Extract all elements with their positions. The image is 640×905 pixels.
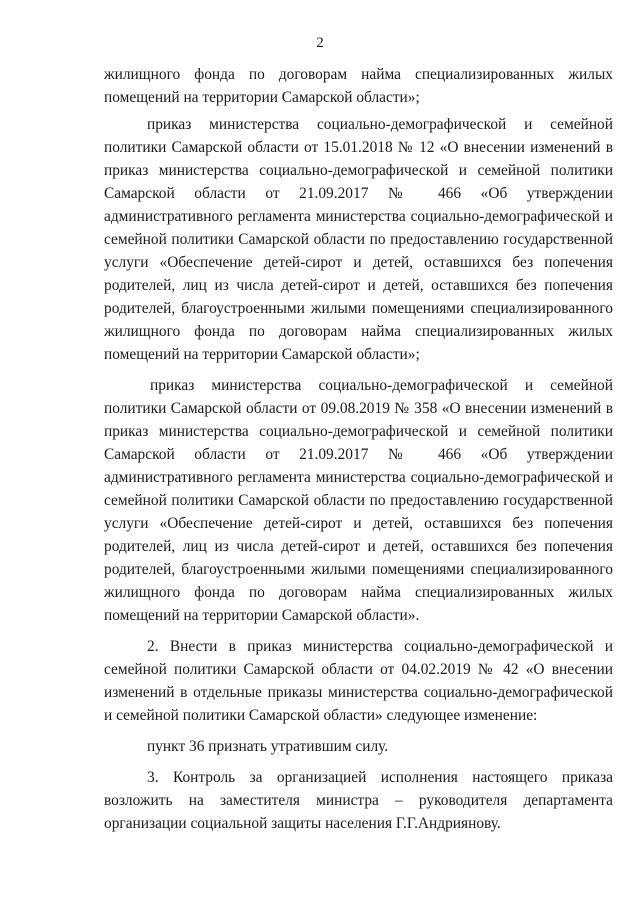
paragraph-item-3: 3. Контроль за организацией исполнения настоящего приказа возложить на заместителя министра – руководителя департамента организации социальной защиты населения Г.Г.Андриянову. [104, 769, 613, 832]
paragraph-item-2: 2. Внести в приказ министерства социально-демографической и семейной политики Самарской области от 04.02.2019 № 42 «О внесении изменений в отдельные приказы министерства социально-демографической и семейной политики Самарской области» следующее изменение: [104, 638, 613, 724]
paragraph-order-2018: приказ министерства социально-демографической и семейной политики Самарской области от 15.01.2018 № 12 «О внесении изменений в приказ министерства социально-демографической и семейной политики Самарской области от 21.09.2017 № 466 «Об утверждении административного регламента министерства социально-демографической и семейной политики Самарской области по предоставлению государственной услуги «Обеспечение детей-сирот и детей, оставшихся без попечения родителей, лиц из числа детей-сирот и детей, оставшихся без попечения родителей, благоустроенными жилыми помещениями специализированного жилищного фонда по договорам найма специализированных жилых помещений на территории Самарской области»; [104, 116, 613, 363]
document-body [104, 63, 613, 835]
paragraph-continuation: жилищного фонда по договорам найма специализированных жилых помещений на территории Самарской области»; [104, 66, 613, 106]
paragraph-order-2019: приказ министерства социально-демографической и семейной политики Самарской области от 09.08.2019 № 358 «О внесении изменений в приказ министерства социально-демографической и семейной политики Самарской области от 21.09.2017 № 466 «Об утверждении административного регламента министерства социально-демографической и семейной политики Самарской области по предоставлению государственной услуги «Обеспечение детей-сирот и детей, оставшихся без попечения родителей, лиц из числа детей-сирот и детей, оставшихся без попечения родителей, благоустроенными жилыми помещениями специализированного жилищного фонда по договорам найма специализированных жилых помещений на территории Самарской области». [104, 377, 613, 624]
page-number: 2 [316, 35, 324, 51]
paragraph-point-36: пункт 36 признать утратившим силу. [147, 738, 389, 755]
